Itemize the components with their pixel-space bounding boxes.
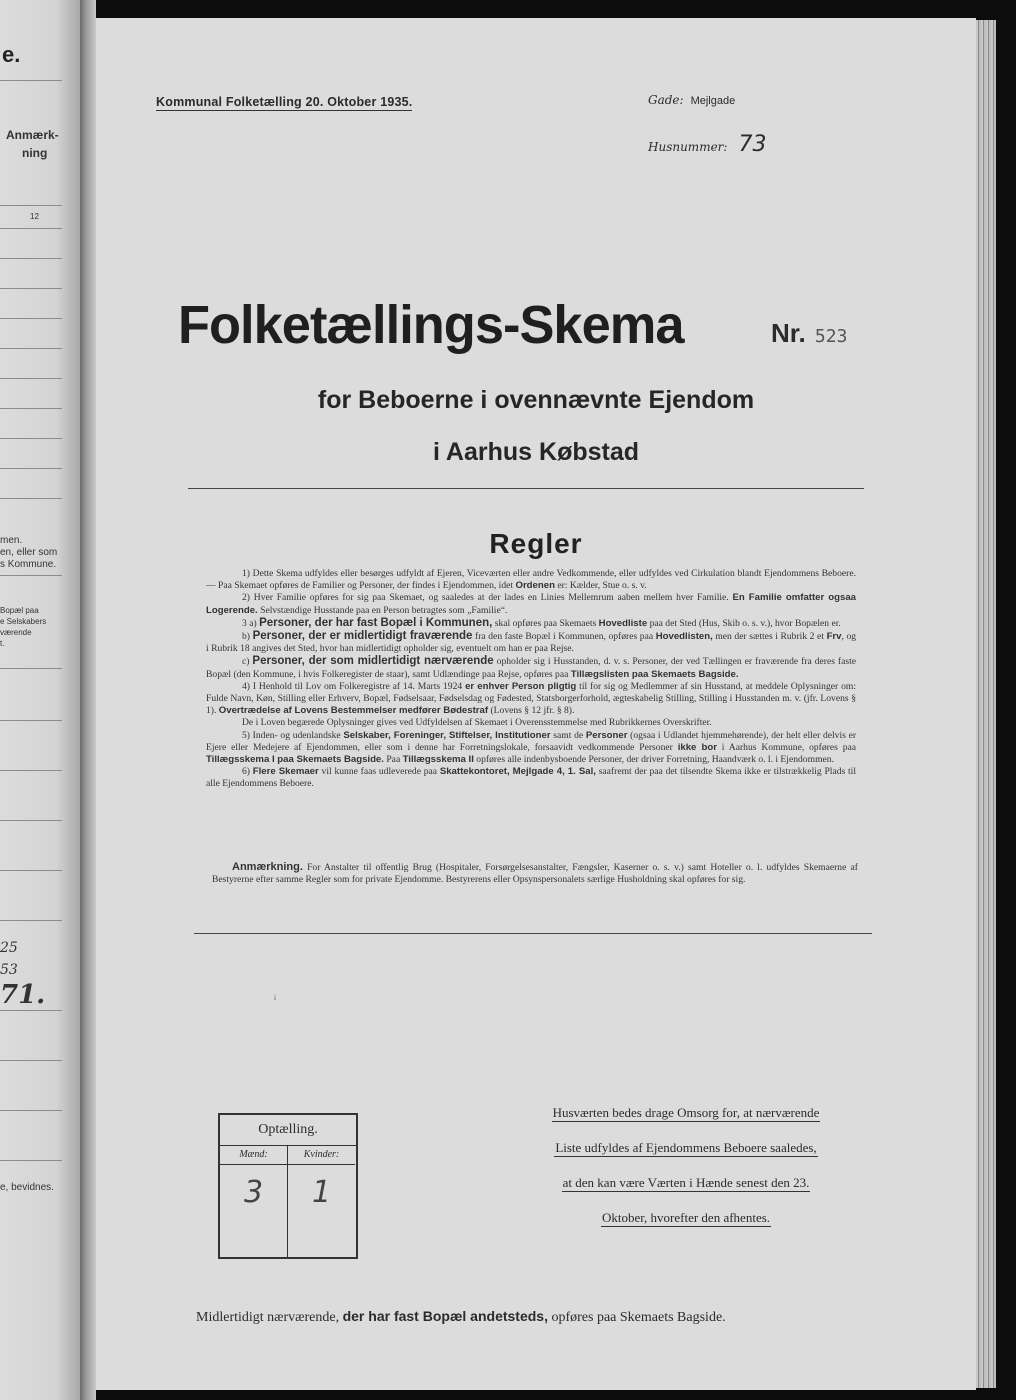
form-number-value: 523: [814, 326, 848, 347]
count-men-label: Mænd:: [220, 1146, 287, 1165]
footer-note: Midlertidigt nærværende, der har fast Bopæl andetsteds, opføres paa Skemaets Bagside.: [196, 1308, 726, 1325]
form-subtitle-city: i Aarhus Købstad: [432, 438, 640, 466]
rule-3b: b) Personer, der er midlertidigt fraværende fra den faste Bopæl i Kommunen, opføres paa Hovedlisten, men der sættes i Rubrik 2 et Frv, og i Rubrik 18 angives det Sted, hvor han midlertidigt opholder sig, eventuelt om han er paa Rejse.: [206, 630, 857, 655]
left-page: [0, 0, 80, 1400]
rules-text: [206, 568, 856, 791]
count-women-label: Kvinder:: [288, 1146, 355, 1165]
divider: [194, 933, 872, 934]
census-form-page: Kommunal Folketælling 20. Oktober 1935. Gade: Mejlgade Husnummer: 73 Folketællings-Skema Nr. 523 for Beboerne i ovennævnte Ejendom i Aarhus Købstad Regler 1) Dette Skema udfyldes eller besørges udfyldt af Ejeren, Viceværten eller andre Vedkommende, eller udfyldes ved Cirkulation blandt Ejendommens Beboere. — Paa Skemaet opføres de Familier og Personer, der findes i Ejendommen, idet Ordenen er: Kælder, Stue o. s. v. 2) Hver Familie opføres for sig paa Skemaet, og saaledes at der lades en Linies Mellemrum aaben mellem hver Familie. En Familie omfatter ogsaa Logerende. Selvstændige Husstande paa en Person betragtes som „Familie“. 3 a) Personer, der har fast Bopæl i Kommunen, skal opføres paa Skemaets Hovedliste paa det Sted (Hus, Skib o. s. v.), hvor Bopælen er. b) Personer, der er midlertidigt fraværende fra den faste Bopæl i Kommunen, opføres paa Hovedlisten, men der sættes i Rubrik 2 et Frv, og i Rubrik 18 angives det Sted, hvor han midlertidigt opholder sig, eventuelt om han er paa Rejse. c) Personer, der som midlertidigt nærværende opholder sig i Husstanden, d. v. s. Personer, der ved Tællingen er fraværende fra deres faste Bopæl (den Kommune, i hvis Folkeregister de staar), samt Udlændinge paa Rejse, opføres paa Tillægslisten paa Skemaets Bagside. 4) I Henhold til Lov om Folkeregistre af 14. Marts 1924 er enhver Person pligtig til for sig og Medlemmer af sin Husstand, at meddele Oplysninger om: Fulde Navn, Køn, Stilling eller Erhverv, Bopæl, Fødselsaar, Fødselsdag og Fødested, Statsborgerforhold, ægteskabelig Stilling, Stilling i Husstanden m. v. (jfr. Lovens § 1). Overtrædelse af Lovens Bestemmelser medfører Bødestraf (Lovens § 12 jfr. § 8). De i Loven begærede Oplysninger gives ved Udfyldelsen af Skemaet i Overensstemmelse med Rubrikkernes Overskrifter. 5) Inden- og udenlandske Selskaber, Foreninger, Stiftelser, Institutioner samt de Personer (ogsaa i Udlandet hjemmehørende), der helt eller delvis er Ejere eller Medejere af Ejendommen, eller som i denne har Forretningslokale, forsaavidt vedkommende Personer ikke bor i Aarhus Kommune, opføres paa Tillægsskema I paa Skemaets Bagside. Paa Tillægsskema II opføres alle indenbysboende Personer, der driver Forretning, Haandværk o. l. i Ejendommen. 6) Flere Skemaer vil kunne faas udleverede paa Skattekontoret, Mejlgade 4, 1. Sal, saafremt der paa det tilsendte Skema ikke er tilstrækkelig Plads til alle Ejendommens Beboere. Anmærkning. For Anstalter til offentlig Brug (Hospitaler, Forsørgelsesanstalter, Fængsler, Kaserner o. s. v.) samt Hoteller o. l. udfyldes Skemaerne af Bestyrerne efter samme Regler som for private Ejendomme. Bestyrerens eller Opsynspersonalets særlige Husholdning skal opføres for sig. ᛍ Optælling. Mænd: 3 Kvinder: 1 Husværten bedes drage Omsorg for, at nærværende Liste udfyldes af Ejendommens Beboere saaledes, at den kan være Værten i Hænde senest den 23. Oktober, hvorefter den afhentes. Midlertidigt nærværende, der har fast Bopæl andetsteds, opføres paa Skemaets Bagside.: [96, 18, 976, 1390]
note-section: [212, 861, 858, 886]
rule-2: 2) Hver Familie opføres for sig paa Skemaet, og saaledes at der lades en Linies Mellemrum aaben mellem hver Familie. En Familie omfatter ogsaa Logerende. Selvstændige Husstande paa en Person betragtes som „Familie“.: [206, 592, 857, 616]
left-page-margin-line: s Kommune.: [0, 559, 57, 570]
street-value: Mejlgade: [690, 95, 736, 107]
rule-3a: 3 a) Personer, der har fast Bopæl i Kommunen, skal opføres paa Skemaets Hovedliste paa det Sted (Hus, Skib o. s. v.), hvor Bopælen er.: [242, 616, 841, 629]
left-page-column-title-2: ning: [22, 146, 48, 160]
left-page-count: 71.: [0, 980, 46, 1010]
left-page-margin-line: men.: [0, 535, 23, 546]
notice-line: Husværten bedes drage Omsorg for, at nærværende: [552, 1105, 820, 1120]
left-page-margin-line: en, eller som: [0, 547, 58, 558]
census-header: Kommunal Folketælling 20. Oktober 1935.: [156, 95, 413, 109]
notice-line: at den kan være Værten i Hænde senest den 23.: [562, 1175, 810, 1190]
count-box-title: Optælling.: [220, 1115, 356, 1146]
count-men-value: 3: [243, 1175, 264, 1210]
form-number-label: Nr.: [771, 318, 806, 348]
rule-6: 6) Flere Skemaer vil kunne faas udleverede paa Skattekontoret, Mejlgade 4, 1. Sal, saafremt der paa det tilsendte Skema ikke er tilstrækkelig Plads til alle Ejendommens Beboere.: [206, 766, 857, 790]
count-women-value: 1: [311, 1175, 332, 1210]
rule-4-note: De i Loven begærede Oplysninger gives ved Udfyldelsen af Skemaet i Overensstemmelse med Rubrikkernes Overskrifter.: [242, 717, 712, 729]
notice-line: Liste udfyldes af Ejendommens Beboere saaledes,: [555, 1140, 817, 1155]
note-text: For Anstalter til offentlig Brug (Hospitaler, Forsørgelsesanstalter, Fængsler, Kaserner o. s. v.) samt Hoteller o. l. udfyldes Skemaerne af Bestyrerne efter samme Regler som for private Ejendomme. Bestyrerens eller Opsynspersonalets særlige Husholdning skal opføres for sig.: [212, 862, 858, 886]
book-gutter: [80, 0, 96, 1400]
house-number-field: [648, 132, 766, 157]
rule-5: 5) Inden- og udenlandske Selskaber, Foreninger, Stiftelser, Institutioner samt de Personer (ogsaa i Udlandet hjemmehørende), der helt eller delvis er Ejere eller Medejere af Ejendommen, eller som i denne har Forretningslokale, forsaavidt vedkommende Personer ikke bor i Aarhus Kommune, opføres paa Tillægsskema I paa Skemaets Bagside. Paa Tillægsskema II opføres alle indenbysboende Personer, der driver Forretning, Haandværk o. l. i Ejendommen.: [206, 729, 857, 766]
page-edges: [976, 20, 996, 1388]
form-number: [771, 318, 847, 349]
count-box: [218, 1113, 358, 1259]
left-page-bottom-text: e, bevidnes.: [0, 1182, 54, 1193]
count-women-column: [288, 1146, 355, 1257]
left-page-margin-line: Bopæl paa: [0, 606, 39, 615]
left-page-margin-line: værende: [0, 628, 32, 637]
left-page-column-title: Anmærk-: [6, 128, 59, 142]
house-number-value: 73: [738, 132, 767, 157]
notice-line: Oktober, hvorefter den afhentes.: [601, 1210, 771, 1225]
left-page-margin-line: e Selskabers: [0, 617, 47, 626]
house-number-label: Husnummer:: [648, 140, 728, 154]
street-label: Gade:: [648, 93, 684, 107]
rule-3c: c) Personer, der som midlertidigt nærværende opholder sig i Husstanden, d. v. s. Personer, der ved Tællingen er fraværende fra deres faste Bopæl (den Kommune, i hvis Folkeregister de staar), samt Udlændinge paa Rejse, opføres paa Tillægslisten paa Skemaets Bagside.: [206, 655, 857, 680]
left-page-margin-line: t.: [0, 639, 5, 648]
left-page-column-number: 12: [30, 212, 39, 221]
note-label: Anmærkning.: [232, 861, 303, 873]
form-subtitle: for Beboerne i ovennævnte Ejendom: [317, 386, 755, 414]
divider: [188, 488, 864, 489]
left-page-heading: e.: [2, 42, 21, 67]
rule-4: 4) I Henhold til Lov om Folkeregistre af 14. Marts 1924 er enhver Person pligtig til for sig og Medlemmer af sin Husstand, at meddele Oplysninger om: Fulde Navn, Køn, Stilling eller Erhverv, Bopæl, Fødselsaar, Fødselsdag og Fødested, Statsborgerforhold, ægteskabelig Stilling, Stilling i Husstanden m. v. (jfr. Lovens § 1). Overtrædelse af Lovens Bestemmelser medfører Bødestraf (Lovens § 12 jfr. § 8).: [206, 680, 857, 717]
left-page-count: 25: [0, 940, 18, 956]
landlord-notice: [516, 1105, 856, 1245]
street-field: [648, 93, 735, 108]
rules-heading: Regler: [489, 528, 583, 559]
left-page-count: 53: [0, 962, 18, 978]
rule-1: 1) Dette Skema udfyldes eller besørges udfyldt af Ejeren, Viceværten eller andre Vedkommende, eller udfyldes ved Cirkulation blandt Ejendommens Beboere. — Paa Skemaet opføres de Familier og Personer, der findes i Ejendommen, idet Ordenen er: Kælder, Stue o. s. v.: [206, 568, 856, 592]
count-men-column: [220, 1146, 288, 1257]
form-title: Folketællings-Skema: [178, 295, 684, 355]
